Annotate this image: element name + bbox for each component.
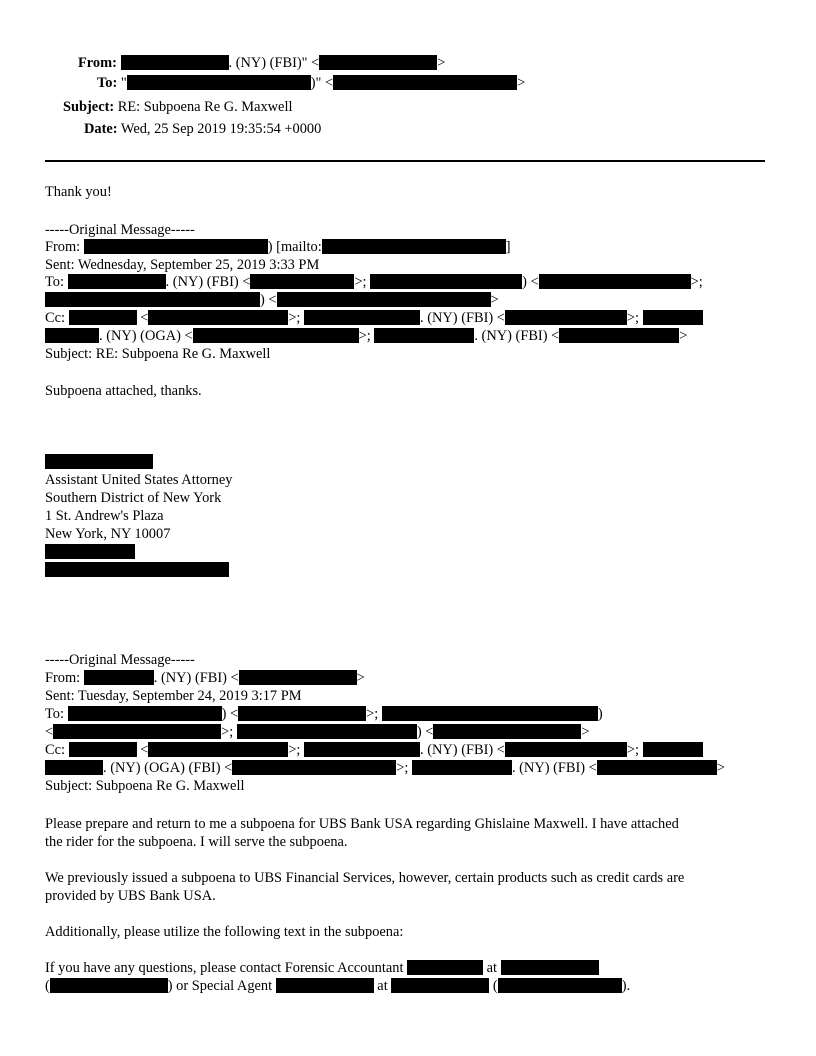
msg2-to-text: >: [581, 724, 590, 740]
msg1-cc-text: . (NY) (FBI) <: [474, 328, 560, 344]
contact-text: ) or Special Agent: [167, 978, 276, 994]
header-date-line: [84, 120, 321, 138]
redaction: [232, 760, 396, 775]
msg2-to-text: ): [597, 706, 603, 722]
redaction: [193, 328, 359, 343]
msg2-cc-text: >;: [626, 742, 643, 758]
header-from-text: >: [437, 55, 446, 71]
msg2-subject-line: Subject: Subpoena Re G. Maxwell: [45, 778, 245, 794]
redaction: [304, 310, 420, 325]
redaction: [539, 274, 691, 289]
redaction: [250, 274, 354, 289]
header-to-text: >: [517, 75, 526, 91]
signature-address-2: New York, NY 10007: [45, 526, 171, 542]
redaction: [501, 960, 599, 975]
header-subject-label: Subject:: [63, 99, 115, 115]
redaction: [559, 328, 679, 343]
redaction: [68, 706, 222, 721]
contact-text: ).: [621, 978, 631, 994]
redaction: [69, 742, 137, 757]
redaction: [127, 75, 311, 90]
redaction: [45, 562, 229, 577]
redaction: [412, 760, 512, 775]
redaction: [597, 760, 717, 775]
contact-text: If you have any questions, please contact Forensic Accountant: [45, 960, 408, 976]
redaction: [53, 724, 221, 739]
signature-name-redaction: [45, 453, 153, 471]
msg2-to-text: >;: [221, 724, 237, 740]
msg2-to-text: ) <: [416, 724, 434, 740]
header-from-text: . (NY) (FBI)" <: [228, 55, 320, 71]
redaction: [643, 742, 703, 757]
redaction: [68, 274, 166, 289]
msg1-to-line-2: [45, 291, 499, 309]
signature-title: Assistant United States Attorney: [45, 472, 233, 488]
redaction: [333, 75, 517, 90]
msg1-to-text: >;: [354, 274, 371, 290]
redaction: [45, 454, 153, 469]
redaction: [45, 544, 135, 559]
msg1-to-text: . (NY) (FBI) <: [165, 274, 251, 290]
redaction: [643, 310, 703, 325]
msg2-from-label: From:: [45, 670, 84, 686]
signature-office: Southern District of New York: [45, 490, 222, 506]
redaction: [374, 328, 474, 343]
redaction: [391, 978, 489, 993]
redaction: [238, 706, 366, 721]
redaction: [45, 292, 260, 307]
msg1-from-text: ) [mailto:: [267, 239, 322, 255]
redaction: [45, 328, 99, 343]
msg1-cc-text: >: [679, 328, 688, 344]
msg2-cc-line: [45, 741, 703, 759]
body-paragraph-3: Additionally, please utilize the following text in the subpoena:: [45, 924, 404, 940]
header-to-text: ": [120, 75, 127, 91]
msg2-to-text: >;: [366, 706, 382, 722]
contact-text: at: [483, 960, 501, 976]
msg2-from-text: . (NY) (FBI) <: [153, 670, 239, 686]
redaction: [433, 724, 581, 739]
redaction: [319, 55, 437, 70]
body-paragraph-2-line-2: provided by UBS Bank USA.: [45, 888, 216, 904]
msg2-from-text: >: [356, 670, 365, 686]
contact-text: (: [45, 978, 50, 994]
msg2-sent-line: Sent: Tuesday, September 24, 2019 3:17 PM: [45, 688, 302, 704]
redaction: [237, 724, 417, 739]
redaction: [84, 670, 154, 685]
body-paragraph-1-line-1: Please prepare and return to me a subpoena for UBS Bank USA regarding Ghislaine Maxwell. I have attached: [45, 816, 679, 832]
redaction: [505, 742, 627, 757]
contact-line-2: [45, 977, 630, 995]
redaction: [239, 670, 357, 685]
contact-text: (: [489, 978, 498, 994]
header-subject-line: [63, 98, 292, 116]
redaction: [276, 978, 374, 993]
redaction: [505, 310, 627, 325]
msg1-cc-line: [45, 309, 703, 327]
msg1-to-text: ) <: [522, 274, 539, 290]
original-message-header: -----Original Message-----: [45, 222, 195, 238]
msg2-to-text: ) <: [221, 706, 239, 722]
msg1-cc-text: >;: [358, 328, 375, 344]
redaction: [50, 978, 168, 993]
redaction: [84, 239, 268, 254]
redaction: [304, 742, 420, 757]
msg2-cc-text: <: [136, 742, 149, 758]
body-paragraph-2-line-1: We previously issued a subpoena to UBS Financial Services, however, certain products such as credit cards are: [45, 870, 685, 886]
redaction: [45, 760, 103, 775]
msg1-subject-line: Subject: RE: Subpoena Re G. Maxwell: [45, 346, 271, 362]
msg2-cc-text: >: [716, 760, 725, 776]
msg1-cc-line-2: [45, 327, 687, 345]
original-message-header: -----Original Message-----: [45, 652, 195, 668]
msg1-cc-text: >;: [626, 310, 643, 326]
msg2-cc-line-2: [45, 759, 725, 777]
header-divider: [45, 160, 765, 162]
redaction: [382, 706, 598, 721]
thanks-line: Thank you!: [45, 184, 112, 200]
msg1-from-line: [45, 238, 511, 256]
redaction: [322, 239, 506, 254]
msg1-cc-text: . (NY) (OGA) <: [99, 328, 193, 344]
msg1-to-text: >;: [690, 274, 703, 290]
header-subject-value: RE: Subpoena Re G. Maxwell: [117, 99, 293, 115]
msg2-to-line-2: [45, 723, 589, 741]
body-paragraph-1-line-2: the rider for the subpoena. I will serve the subpoena.: [45, 834, 348, 850]
redaction: [277, 292, 491, 307]
msg2-to-line: [45, 705, 603, 723]
msg1-cc-text: <: [136, 310, 149, 326]
contact-text: at: [373, 978, 392, 994]
attached-line: Subpoena attached, thanks.: [45, 383, 202, 399]
msg2-cc-text: . (NY) (OGA) (FBI) <: [103, 760, 233, 776]
signature-phone-redaction: [45, 543, 135, 561]
redaction: [121, 55, 229, 70]
redaction: [370, 274, 522, 289]
msg2-from-line: [45, 669, 365, 687]
header-from-line: [78, 54, 445, 72]
redaction: [407, 960, 483, 975]
msg1-to-label: To:: [45, 274, 68, 290]
redaction: [148, 310, 288, 325]
header-date-label: Date:: [84, 121, 118, 137]
msg1-from-text: ]: [505, 239, 511, 255]
msg2-cc-text: . (NY) (FBI) <: [511, 760, 597, 776]
msg2-cc-text: >;: [396, 760, 412, 776]
signature-email-redaction: [45, 561, 229, 579]
header-to-label: To:: [97, 75, 118, 91]
msg1-to-line: [45, 273, 703, 291]
redaction: [69, 310, 137, 325]
msg1-to-text: >: [490, 292, 499, 308]
msg1-cc-text: . (NY) (FBI) <: [420, 310, 505, 326]
msg2-cc-text: >;: [288, 742, 305, 758]
header-date-value: Wed, 25 Sep 2019 19:35:54 +0000: [120, 121, 322, 137]
contact-line-1: [45, 959, 599, 977]
header-from-label: From:: [78, 55, 117, 71]
msg2-cc-label: Cc:: [45, 742, 69, 758]
header-to-line: [97, 74, 525, 92]
msg1-cc-label: Cc:: [45, 310, 69, 326]
msg1-cc-text: >;: [288, 310, 305, 326]
redaction: [498, 978, 622, 993]
msg2-cc-text: . (NY) (FBI) <: [420, 742, 505, 758]
signature-address-1: 1 St. Andrew's Plaza: [45, 508, 164, 524]
redaction: [148, 742, 288, 757]
header-to-text: )" <: [310, 75, 334, 91]
msg2-to-text: <: [45, 724, 54, 740]
msg1-sent-line: Sent: Wednesday, September 25, 2019 3:33 PM: [45, 257, 320, 273]
msg1-from-label: From:: [45, 239, 84, 255]
msg2-to-label: To:: [45, 706, 68, 722]
msg1-to-text: ) <: [260, 292, 277, 308]
